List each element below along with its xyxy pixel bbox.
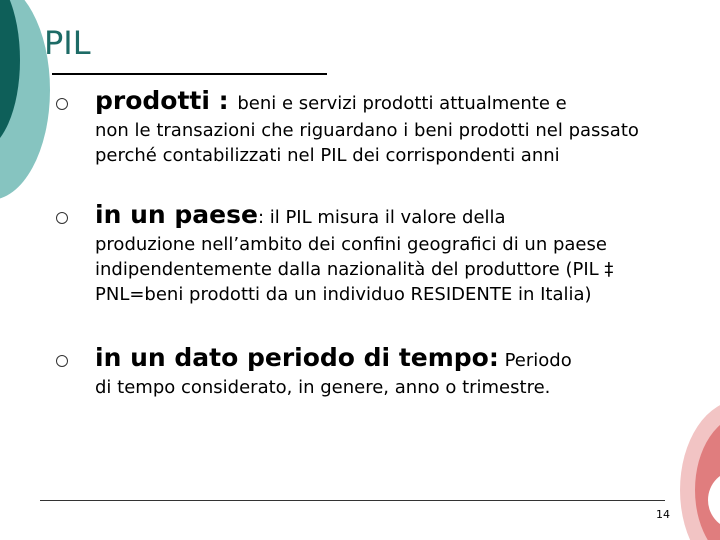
bullet-1-tail: beni e servizi prodotti attualmente e — [237, 93, 567, 114]
bullet-marker-3 — [56, 355, 68, 367]
bullet-3-tail: Periodo — [498, 350, 572, 371]
footer-divider — [40, 500, 665, 501]
bullet-2-tail: : il PIL misura il valore della — [257, 207, 506, 228]
bullet-marker-1 — [56, 98, 68, 110]
bullet-2-body: produzione nell’ambito dei confini geografici di un paese indipendentemente dalla nazionalità del produttore (PIL ‡ PNL=beni prodotti da un individuo RESIDENTE in Italia) — [95, 234, 614, 305]
slide-title: PIL — [44, 24, 91, 62]
bullet-marker-2 — [56, 212, 68, 224]
bullet-item-1 — [95, 88, 665, 168]
bullet-1-body: non le transazioni che riguardano i beni prodotti nel passato perché contabilizzati nel PIL dei corrispondenti anni — [95, 120, 639, 166]
bullet-3-body: di tempo considerato, in genere, anno o trimestre. — [95, 377, 551, 398]
page-number: 14 — [656, 508, 670, 521]
bullet-item-3 — [95, 345, 665, 400]
bullet-item-2 — [95, 202, 665, 307]
title-underline — [52, 73, 327, 75]
bullet-2-lead: in un paese — [95, 200, 258, 229]
bullet-1-lead: prodotti : — [95, 86, 238, 115]
bullet-3-lead: in un dato periodo di tempo: — [95, 343, 499, 372]
